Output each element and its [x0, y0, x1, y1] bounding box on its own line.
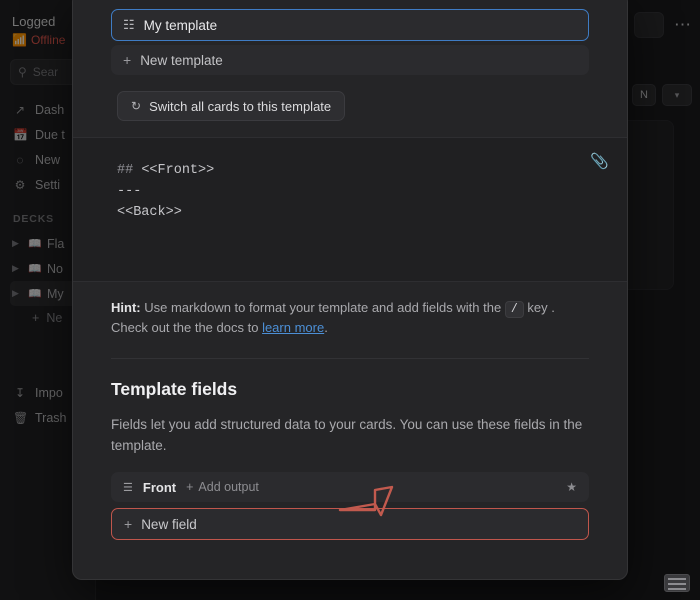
trend-up-icon: ↗: [14, 102, 26, 117]
hint-line2-before: Check out the the docs to: [111, 320, 259, 335]
decks-section-header: DECKS: [13, 213, 54, 225]
add-output-button[interactable]: [186, 480, 259, 494]
cube-icon: ☷: [123, 17, 135, 32]
code-line-3: <<Back>>: [117, 205, 182, 220]
keyboard-icon[interactable]: [664, 574, 690, 592]
trash-icon: 🗑: [13, 410, 29, 425]
plus-icon: +: [32, 311, 40, 325]
hint-label: Hint:: [111, 300, 141, 315]
book-icon: 📖: [28, 288, 42, 300]
sync-icon: ↻: [131, 99, 142, 113]
template-select-value: My template: [143, 17, 218, 33]
sidebar-item-label: Setti: [35, 177, 61, 192]
new-field-button[interactable]: [111, 508, 589, 540]
template-fields-description: Fields let you add structured data to your cards. You can use these fields in the template.: [111, 417, 583, 453]
field-row-front[interactable]: [111, 472, 589, 502]
add-output-label: Add output: [198, 480, 259, 494]
switch-all-cards-button[interactable]: [117, 91, 345, 121]
chevron-right-icon[interactable]: ▶: [12, 263, 19, 273]
template-fields-title: Template fields: [111, 379, 238, 399]
sidebar-item-label: Due t: [35, 127, 65, 142]
field-name: Front: [142, 479, 177, 495]
plus-icon: +: [186, 480, 194, 494]
template-select[interactable]: [111, 9, 589, 41]
learn-more-link[interactable]: learn more: [262, 320, 325, 335]
sidebar-item-label: Impo: [35, 385, 63, 400]
front-placeholder: <<Front>>: [141, 163, 215, 178]
switch-all-cards-label: Switch all cards to this template: [149, 98, 332, 114]
new-field-label: New field: [141, 516, 197, 532]
sidebar-item-label: New: [35, 152, 61, 167]
chevron-right-icon[interactable]: ▶: [12, 238, 19, 248]
deck-label: No: [47, 261, 63, 276]
new-template-label: New template: [140, 52, 223, 68]
plus-icon: +: [124, 516, 133, 532]
markdown-heading-token: ##: [117, 163, 142, 178]
template-code-editor[interactable]: [73, 137, 627, 282]
code-line-1: [117, 160, 583, 181]
deck-label: My: [47, 286, 64, 301]
sidebar-item-label: Trash: [35, 410, 67, 425]
calendar-icon: 📅: [13, 127, 28, 142]
chevron-right-icon[interactable]: ▶: [12, 288, 19, 298]
star-icon[interactable]: ★: [566, 480, 577, 494]
hint-text-after: key .: [527, 300, 555, 315]
code-line-2: ---: [117, 184, 142, 199]
hint-text-before: Use markdown to format your template and add fields with the: [144, 300, 502, 315]
book-icon: 📖: [28, 238, 42, 250]
shortcut-key-badge[interactable]: N: [632, 84, 656, 106]
chevron-down-icon[interactable]: ▾: [662, 84, 692, 106]
slash-key-badge: /: [505, 301, 524, 318]
offline-icon: 📶: [12, 33, 27, 47]
sidebar-item-label: Dash: [35, 102, 65, 117]
paperclip-icon[interactable]: 📎: [590, 153, 609, 170]
book-icon: 📖: [28, 263, 42, 275]
new-template-button[interactable]: [111, 45, 589, 75]
gear-icon: ⚙: [14, 177, 26, 192]
hint-line2-after: .: [324, 320, 328, 335]
deck-label: Fla: [47, 236, 65, 251]
more-options-icon[interactable]: ⋯: [674, 15, 692, 34]
account-label: Logged: [12, 14, 56, 29]
template-editor-modal: [72, 0, 628, 580]
search-placeholder: Sear: [32, 65, 59, 79]
download-icon: ↧: [14, 385, 26, 400]
plus-icon: +: [123, 52, 132, 68]
text-field-icon: ☰: [123, 481, 133, 494]
hint-text: [111, 298, 589, 338]
offline-label: Offline: [30, 33, 66, 47]
sparkle-icon: ◌: [16, 152, 24, 167]
search-icon: ⚲: [18, 65, 27, 79]
section-divider: [111, 358, 589, 359]
deck-new-label: Ne: [46, 311, 63, 325]
